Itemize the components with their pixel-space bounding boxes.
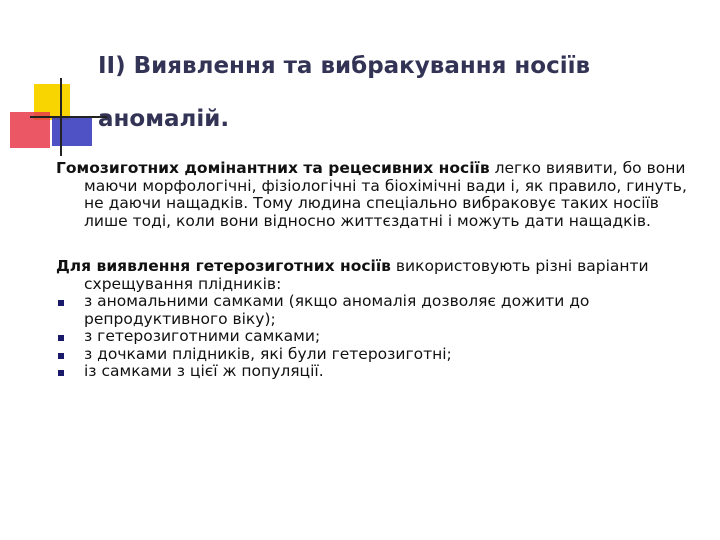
crossing-options-list <box>56 293 696 381</box>
square-bullet-icon <box>58 300 64 306</box>
horizontal-line <box>30 116 108 118</box>
blue-square <box>52 116 92 146</box>
square-bullet-icon <box>58 370 64 376</box>
paragraph-heterozygous-lead: Для виявлення гетерозиготних носіїв <box>56 257 391 275</box>
slide-body <box>56 160 696 381</box>
list-item <box>56 328 696 346</box>
slide-title <box>98 40 698 146</box>
square-bullet-icon <box>58 335 64 341</box>
list-item-text: із самками з цієї ж популяції. <box>84 362 324 380</box>
paragraph-heterozygous-text: використовують різні варіанти схрещування плідників: <box>84 257 649 293</box>
list-item <box>56 346 696 364</box>
paragraph-homozygous-text: легко виявити, бо вони маючи морфологічні, фізіологічні та біохімічні вади і, як правило, гинуть, не даючи нащадків. Тому людина спеціально вибраковує таких носіїв лише тоді, коли вони відносно життєздатні і можуть дати нащадків. <box>84 159 687 230</box>
list-item <box>56 293 696 328</box>
list-item-text: з дочками плідників, які були гетерозиготні; <box>84 344 452 363</box>
title-line-1: II) Виявлення та вибракування носіїв <box>98 53 591 79</box>
paragraph-homozygous <box>56 160 696 230</box>
square-bullet-icon <box>58 353 64 359</box>
paragraph-heterozygous <box>56 258 696 293</box>
decorative-ornament <box>0 0 110 160</box>
list-item-text: з гетерозиготними самками; <box>84 327 321 345</box>
list-item <box>56 363 696 381</box>
list-item-text: з аномальними самками (якщо аномалія дозволяє дожити до репродуктивного віку); <box>84 292 590 328</box>
paragraph-homozygous-lead: Гомозиготних домінантних та рецесивних носіїв <box>56 159 490 177</box>
title-line-2: аномалій. <box>98 106 230 132</box>
